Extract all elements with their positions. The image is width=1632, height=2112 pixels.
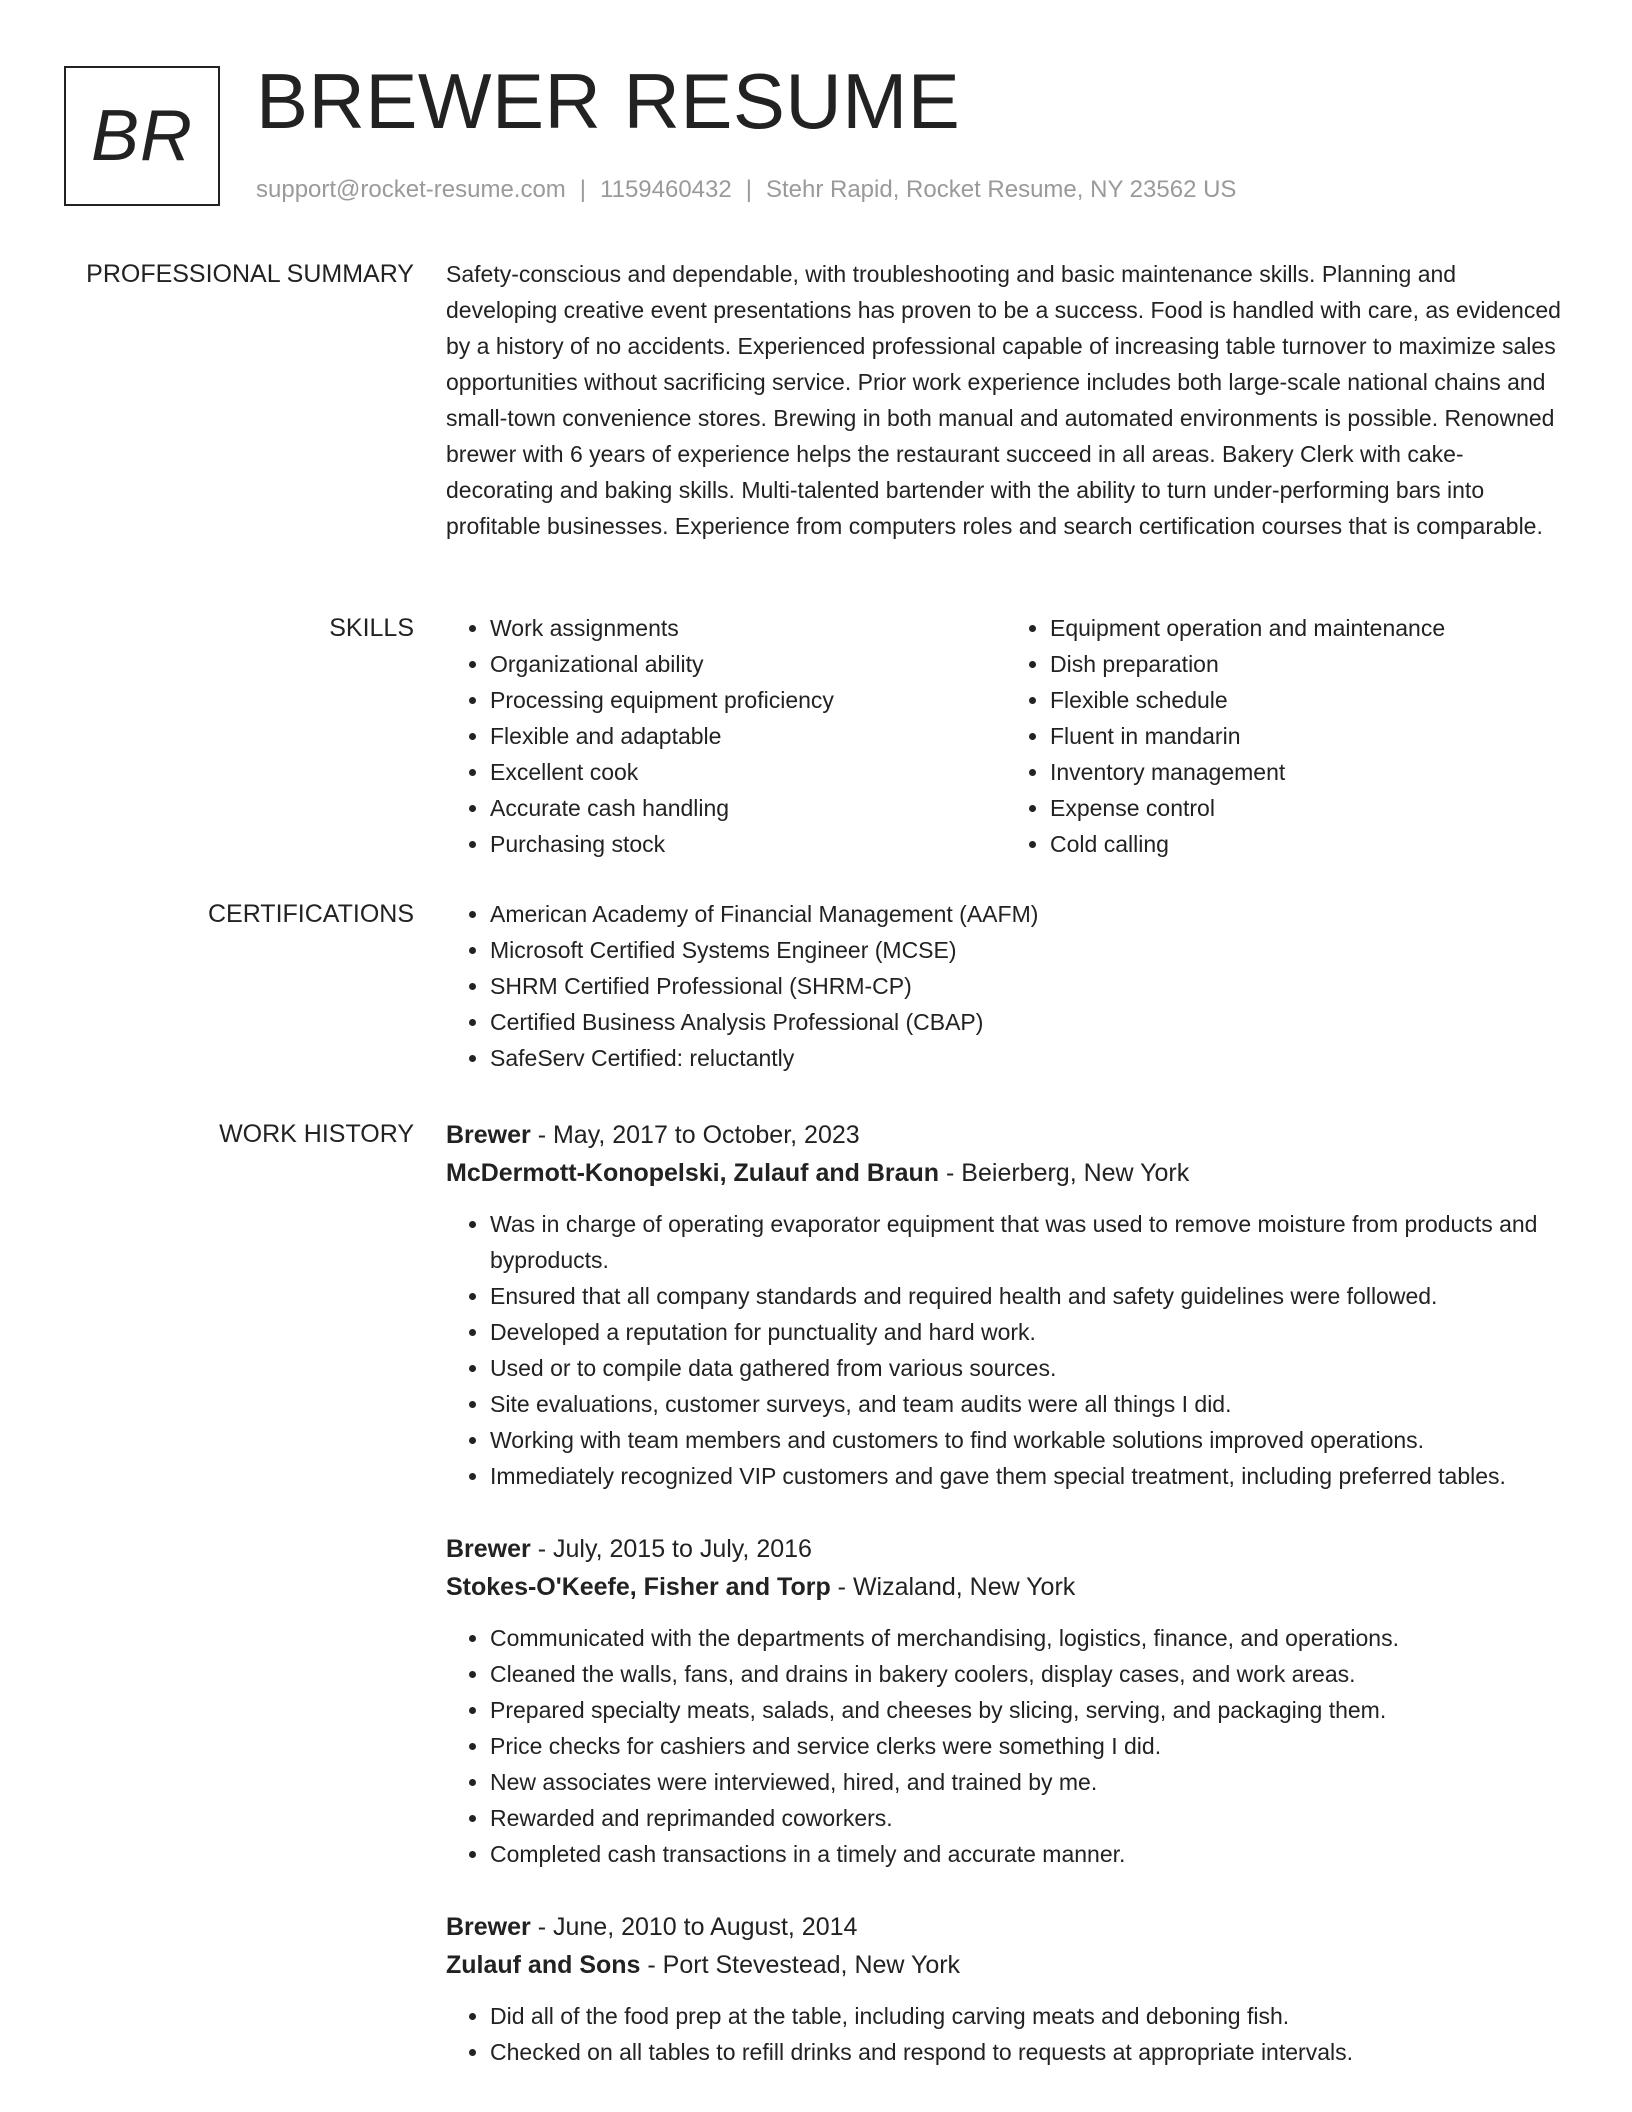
job-bullet: • Completed cash transactions in a timely and accurate manner. [490, 1836, 1566, 1872]
skill-item: • Inventory management [1050, 754, 1566, 790]
job-bullet: • Used or to compile data gathered from various sources. [490, 1350, 1566, 1386]
job-bullet: • Site evaluations, customer surveys, and team audits were all things I did. [490, 1386, 1566, 1422]
contact-email: support@rocket-resume.com [256, 176, 566, 203]
monogram-initials: BR [90, 96, 194, 176]
job-dates: - July, 2015 to July, 2016 [530, 1535, 812, 1563]
job-bullet: • Price checks for cashiers and service clerks were something I did. [490, 1728, 1566, 1764]
job-bullet: • Immediately recognized VIP customers and gave them special treatment, including preferred tables. [490, 1458, 1566, 1494]
skill-item: • Fluent in mandarin [1050, 718, 1566, 754]
job-role: Brewer [446, 1913, 531, 1941]
certifications-body [446, 896, 1566, 1076]
job-bullet: • Ensured that all company standards and required health and safety guidelines were followed. [490, 1278, 1566, 1314]
job-title-line [446, 1908, 1566, 1946]
job-bullet: • Communicated with the departments of merchandising, logistics, finance, and operations. [490, 1620, 1566, 1656]
job-bullet: • Did all of the food prep at the table, including carving meats and deboning fish. [490, 1998, 1566, 2034]
contact-separator: | [745, 176, 752, 203]
job-bullets [446, 1620, 1566, 1872]
job-company: Zulauf and Sons [446, 1951, 641, 1979]
job-bullet: • Rewarded and reprimanded coworkers. [490, 1800, 1566, 1836]
contact-line [256, 172, 1236, 208]
skill-item: • Work assignments [490, 610, 1006, 646]
skill-item: • Flexible schedule [1050, 682, 1566, 718]
job-company: Stokes-O'Keefe, Fisher and Torp [446, 1573, 831, 1601]
certification-item: • SHRM Certified Professional (SHRM-CP) [490, 968, 1566, 1004]
skills-columns [446, 610, 1566, 862]
certification-item: • American Academy of Financial Management (AAFM) [490, 896, 1566, 932]
job-bullet: • Checked on all tables to refill drinks and respond to requests at appropriate intervals. [490, 2034, 1566, 2070]
job-dates: - May, 2017 to October, 2023 [530, 1121, 860, 1149]
job-dates: - June, 2010 to August, 2014 [530, 1913, 858, 1941]
job-bullet: • Working with team members and customers to find workable solutions improved operations. [490, 1422, 1566, 1458]
job-entry [446, 1116, 1566, 1494]
contact-separator: | [579, 176, 587, 203]
summary-title: PROFESSIONAL SUMMARY [86, 260, 414, 288]
skill-item: • Equipment operation and maintenance [1050, 610, 1566, 646]
job-location: - Beierberg, New York [939, 1159, 1190, 1187]
skill-item: • Dish preparation [1050, 646, 1566, 682]
summary-text: Safety-conscious and dependable, with troubleshooting and basic maintenance skills. Planning and developing creative event presentations has proven to be a success. Food is handled with care, as evidenced by a history of no accidents. Experienced professional capable of increasing table turnover to maximize sales opportunities without sacrificing service. Prior work experience includes both large-scale national chains and small-town convenience stores. Brewing in both manual and automated environments is possible. Renowned brewer with 6 years of experience helps the restaurant succeed in all areas. Bakery Clerk with cake-decorating and baking skills. Multi-talented bartender with the ability to turn under-performing bars into profitable businesses. Experience from computers roles and search certification courses that is comparable. [446, 261, 1561, 539]
skill-item: • Flexible and adaptable [490, 718, 1006, 754]
job-bullets [446, 1206, 1566, 1494]
skills-list-right [1006, 610, 1566, 862]
job-bullet: • Cleaned the walls, fans, and drains in bakery coolers, display cases, and work areas. [490, 1656, 1566, 1692]
skill-item: • Expense control [1050, 790, 1566, 826]
job-bullets [446, 1998, 1566, 2070]
certification-item: • SafeServ Certified: reluctantly [490, 1040, 1566, 1076]
monogram-box [64, 66, 220, 206]
skills-list-left [446, 610, 1006, 862]
job-company-line [446, 1568, 1566, 1606]
skill-item: • Accurate cash handling [490, 790, 1006, 826]
job-role: Brewer [446, 1121, 531, 1149]
job-bullet: • Prepared specialty meats, salads, and cheeses by slicing, serving, and packaging them. [490, 1692, 1566, 1728]
job-company-line [446, 1946, 1566, 1984]
contact-phone: 1159460432 [600, 176, 732, 203]
skill-item: • Organizational ability [490, 646, 1006, 682]
skill-item: • Processing equipment proficiency [490, 682, 1006, 718]
skill-item: • Excellent cook [490, 754, 1006, 790]
job-entry [446, 1908, 1566, 2070]
certification-item: • Certified Business Analysis Professional (CBAP) [490, 1004, 1566, 1040]
resume-name: BREWER RESUME [256, 57, 961, 145]
job-role: Brewer [446, 1535, 531, 1563]
certifications-title: CERTIFICATIONS [207, 900, 414, 928]
job-company-line [446, 1154, 1566, 1192]
skills-title: SKILLS [329, 614, 414, 642]
skill-item: • Purchasing stock [490, 826, 1006, 862]
job-bullet: • New associates were interviewed, hired, and trained by me. [490, 1764, 1566, 1800]
work-history-body [446, 1116, 1566, 2106]
job-company: McDermott-Konopelski, Zulauf and Braun [446, 1159, 940, 1187]
job-title-line [446, 1530, 1566, 1568]
job-location: - Wizaland, New York [830, 1573, 1076, 1601]
job-bullet: • Was in charge of operating evaporator equipment that was used to remove moisture from products and byproducts. [490, 1206, 1566, 1278]
job-location: - Port Stevestead, New York [640, 1951, 961, 1979]
certifications-list [446, 896, 1566, 1076]
job-bullet: • Developed a reputation for punctuality and hard work. [490, 1314, 1566, 1350]
job-title-line [446, 1116, 1566, 1154]
job-entry [446, 1530, 1566, 1872]
skill-item: • Cold calling [1050, 826, 1566, 862]
certification-item: • Microsoft Certified Systems Engineer (MCSE) [490, 932, 1566, 968]
work-history-title: WORK HISTORY [219, 1120, 414, 1148]
contact-address: Stehr Rapid, Rocket Resume, NY 23562 US [765, 176, 1237, 203]
